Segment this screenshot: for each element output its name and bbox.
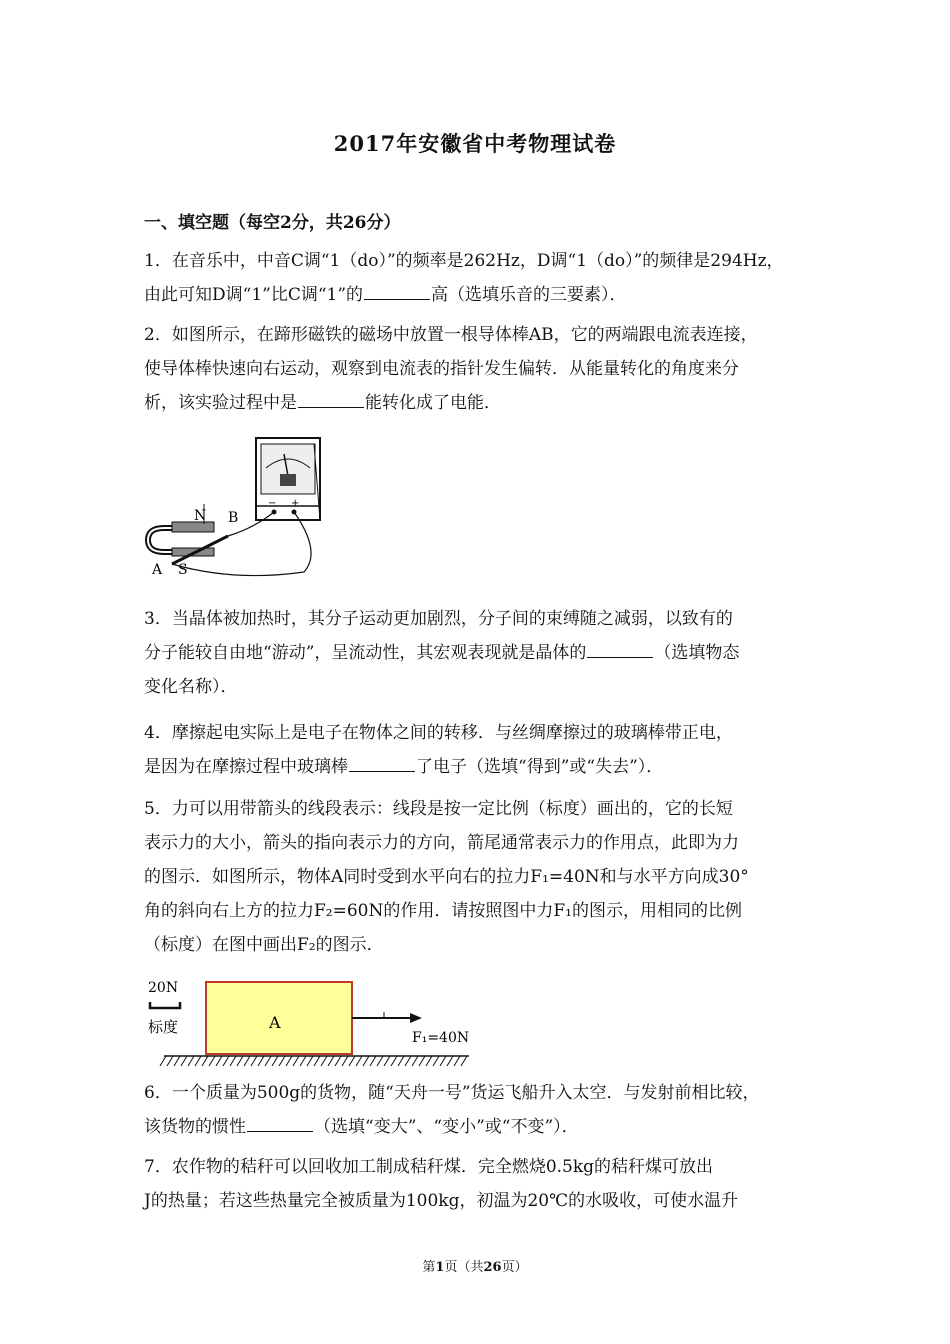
answer-blank[interactable] — [298, 389, 364, 408]
hatch-line — [363, 1056, 369, 1066]
q3-line3: 变化名称）． — [144, 677, 238, 697]
q6-line1: 6．一个质量为500g的货物，随“天舟一号”货运飞船升入太空．与发射前相比较， — [144, 1083, 760, 1103]
hatch-line — [440, 1056, 446, 1066]
hatch-line — [342, 1056, 348, 1066]
q1-line1: 1．在音乐中，中音C调“1（do）”的频率是262Hz，D调“1（do）”的频律是294Hz， — [144, 251, 784, 271]
answer-blank[interactable] — [587, 639, 653, 658]
hatch-line — [426, 1056, 432, 1066]
question-3 — [144, 602, 808, 704]
q2-text-a: 析，该实验过程中是 — [144, 393, 297, 413]
ammeter-icon — [256, 438, 320, 520]
scale-bar — [150, 1002, 180, 1008]
hatch-line — [412, 1056, 418, 1066]
footer-pre: 第 — [422, 1260, 436, 1275]
hatch-line — [391, 1056, 397, 1066]
q6-line2 — [144, 1110, 808, 1144]
hatch-line — [461, 1056, 467, 1066]
hatch-line — [237, 1056, 243, 1066]
hatch-line — [279, 1056, 285, 1066]
q5-line3: 的图示．如图所示，物体A同时受到水平向右的拉力F₁=40N和与水平方向成30° — [144, 867, 749, 887]
footer-mid: 页（共 — [444, 1260, 484, 1275]
ground-hatch — [160, 1056, 467, 1066]
hatch-line — [454, 1056, 460, 1066]
page-number: 1 — [435, 1260, 445, 1275]
answer-blank[interactable] — [247, 1113, 313, 1132]
question-6 — [144, 1076, 808, 1144]
ammeter-minus: − — [268, 498, 277, 509]
block-label: A — [269, 1013, 281, 1032]
hatch-line — [398, 1056, 404, 1066]
label-n: N — [194, 508, 207, 524]
hatch-line — [188, 1056, 194, 1066]
hatch-line — [300, 1056, 306, 1066]
hatch-line — [384, 1056, 390, 1066]
question-1 — [144, 244, 808, 312]
hatch-line — [314, 1056, 320, 1066]
hatch-line — [293, 1056, 299, 1066]
hatch-line — [307, 1056, 313, 1066]
hatch-line — [349, 1056, 355, 1066]
magnet-ammeter-figure — [144, 432, 334, 582]
hatch-line — [286, 1056, 292, 1066]
hatch-line — [405, 1056, 411, 1066]
q3-line1: 3．当晶体被加热时，其分子运动更加剧烈，分子间的束缚随之减弱，以致有的 — [144, 609, 733, 629]
answer-blank[interactable] — [364, 281, 430, 300]
answer-blank[interactable] — [349, 753, 415, 772]
ammeter-plus: + — [291, 498, 300, 509]
q1-text-a: 由此可知D调“1”比C调“1”的 — [144, 285, 364, 305]
q7-line2: J的热量；若这些热量完全被质量为100kg，初温为20℃的水吸收，可使水温升 — [144, 1191, 739, 1211]
force-diagram-figure — [144, 976, 474, 1072]
hatch-line — [335, 1056, 341, 1066]
q3-text-b: （选填物态 — [654, 643, 740, 663]
hatch-line — [223, 1056, 229, 1066]
hatch-line — [167, 1056, 173, 1066]
hatch-line — [216, 1056, 222, 1066]
q6-text-b: （选填“变大”、“变小”或“不变”）． — [314, 1117, 579, 1137]
q1-line2 — [144, 278, 808, 312]
scale-label: 标度 — [148, 1018, 179, 1036]
page-title: 2017年安徽省中考物理试卷 — [333, 131, 617, 156]
hatch-line — [377, 1056, 383, 1066]
q1-text-b: 高（选填乐音的三要素）． — [431, 285, 627, 305]
section-heading: 一、填空题（每空2分，共26分） — [144, 213, 401, 233]
q2-text-b: 能转化成了电能． — [365, 393, 501, 413]
hatch-line — [321, 1056, 327, 1066]
hatch-line — [251, 1056, 257, 1066]
hatch-line — [230, 1056, 236, 1066]
q2-line3 — [144, 386, 808, 420]
question-2 — [144, 318, 808, 420]
question-7 — [144, 1150, 808, 1218]
q4-line1: 4．摩擦起电实际上是电子在物体之间的转移．与丝绸摩擦过的玻璃棒带正电， — [144, 723, 733, 743]
hatch-line — [356, 1056, 362, 1066]
hatch-line — [265, 1056, 271, 1066]
q5-line5: （标度）在图中画出F₂的图示． — [144, 935, 384, 955]
force-label: F₁=40N — [412, 1030, 470, 1046]
hatch-line — [160, 1056, 166, 1066]
label-b: B — [228, 510, 239, 526]
total-pages: 26 — [483, 1260, 502, 1275]
hatch-line — [209, 1056, 215, 1066]
hatch-line — [258, 1056, 264, 1066]
q4-text-b: 了电子（选填“得到”或“失去”）． — [416, 757, 664, 777]
q2-line2: 使导体棒快速向右运动，观察到电流表的指针发生偏转．从能量转化的角度来分 — [144, 359, 739, 379]
hatch-line — [433, 1056, 439, 1066]
hatch-line — [328, 1056, 334, 1066]
arrowhead-icon — [410, 1013, 422, 1023]
hatch-line — [419, 1056, 425, 1066]
label-s: S — [178, 562, 188, 578]
page-footer — [0, 1256, 950, 1275]
hatch-line — [202, 1056, 208, 1066]
q3-text-a: 分子能较自由地“游动”，呈流动性，其宏观表现就是晶体的 — [144, 643, 587, 663]
label-a: A — [152, 562, 163, 578]
hatch-line — [244, 1056, 250, 1066]
hatch-line — [272, 1056, 278, 1066]
q5-line2: 表示力的大小，箭头的指向表示力的方向，箭尾通常表示力的作用点，此即为力 — [144, 833, 739, 853]
scale-value: 20N — [148, 980, 179, 996]
q2-line1: 2．如图所示，在蹄形磁铁的磁场中放置一根导体棒AB，它的两端跟电流表连接， — [144, 325, 758, 345]
hatch-line — [447, 1056, 453, 1066]
q5-line4: 角的斜向右上方的拉力F₂=60N的作用．请按照图中力F₁的图示，用相同的比例 — [144, 901, 742, 921]
footer-post: 页） — [501, 1260, 528, 1275]
q5-line1: 5．力可以用带箭头的线段表示：线段是按一定比例（标度）画出的，它的长短 — [144, 799, 733, 819]
hatch-line — [370, 1056, 376, 1066]
q4-text-a: 是因为在摩擦过程中玻璃棒 — [144, 757, 348, 777]
hatch-line — [181, 1056, 187, 1066]
question-5 — [144, 792, 808, 962]
hatch-line — [195, 1056, 201, 1066]
q3-line2 — [144, 636, 808, 670]
horseshoe-magnet-icon — [148, 522, 214, 556]
question-4 — [144, 716, 808, 784]
q6-text-a: 该货物的惯性 — [144, 1117, 246, 1137]
hatch-line — [174, 1056, 180, 1066]
q7-line1: 7．农作物的秸秆可以回收加工制成秸秆煤．完全燃烧0.5kg的秸秆煤可放出 — [144, 1157, 714, 1177]
q4-line2 — [144, 750, 808, 784]
